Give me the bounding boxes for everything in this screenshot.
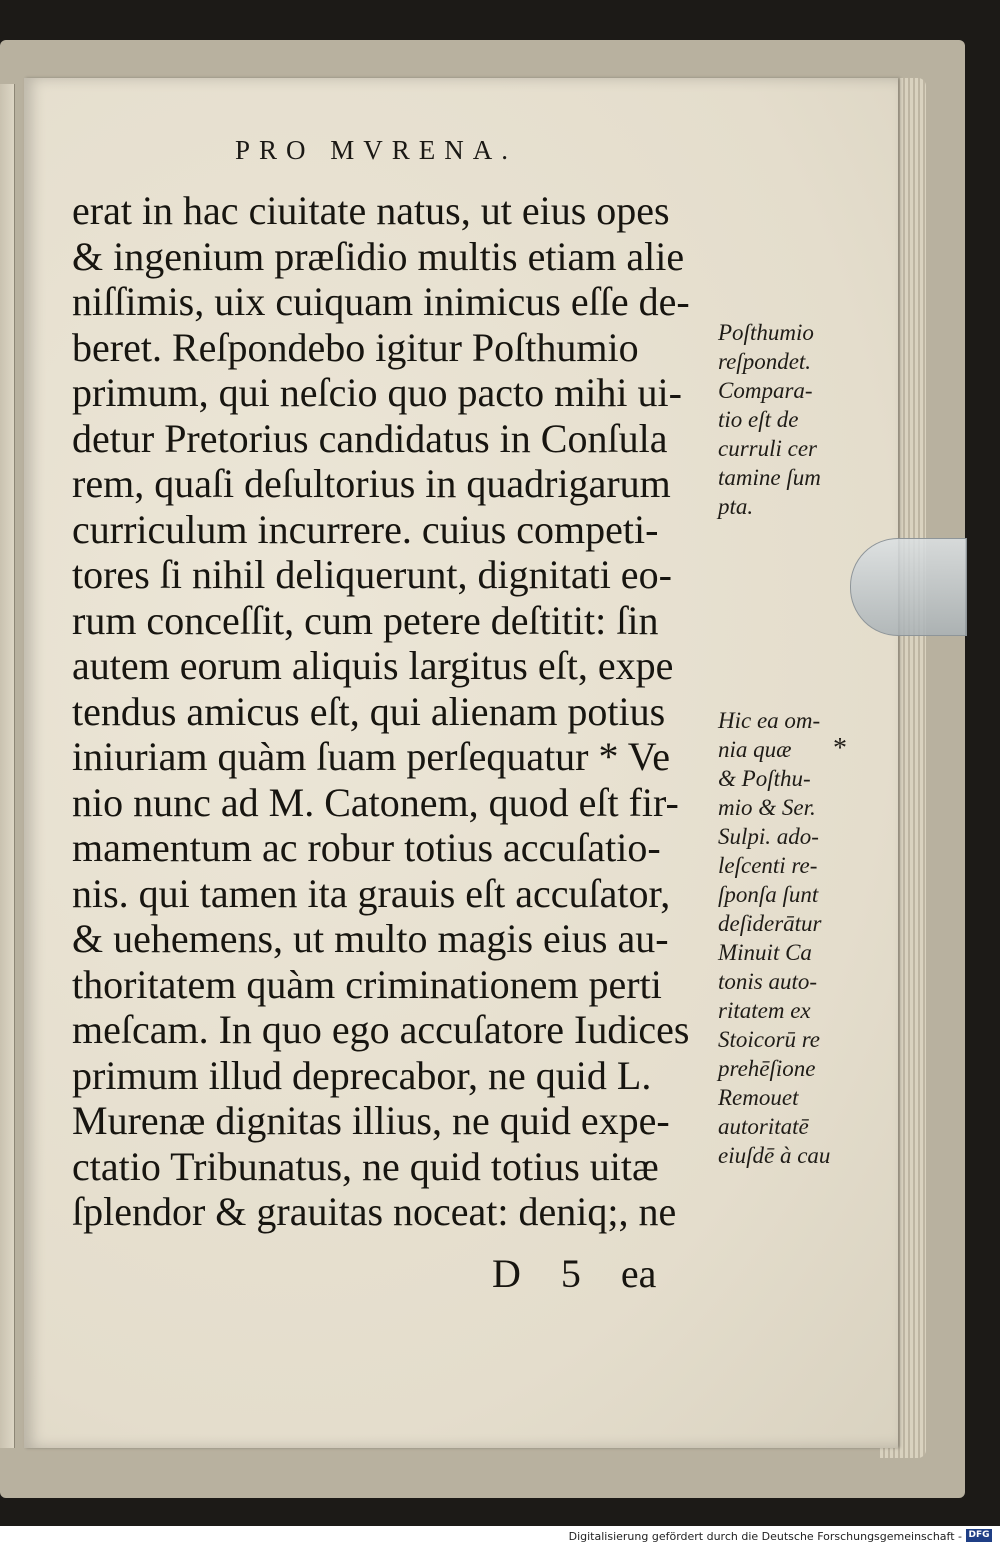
footer-credit: Digitalisierung gefördert durch die Deutsche Forschungsgemeinschaft - (568, 1530, 962, 1543)
text-line: autem eorum aliquis largitus eſt, expe (72, 643, 674, 688)
margin-note-line: & Poſthu- (718, 766, 811, 791)
text-line: thoritatem quàm criminationem perti (72, 961, 662, 1007)
text-line: curriculum incurrere. cuius competi- (72, 506, 659, 552)
text-line: nio nunc ad M. Catonem, quod eſt fir- (72, 779, 679, 825)
text-line: primum, qui neſcio quo pacto mihi ui- (72, 370, 682, 415)
margin-note-line: Sulpi. ado- (718, 824, 819, 849)
margin-note-line: tio eſt de (718, 407, 799, 432)
text-line: erat in hac ciuitate natus, ut eius opes (72, 188, 670, 233)
text-line: nis. qui tamen ita grauis eſt accuſator, (72, 870, 671, 916)
text-line: iniuriam quàm ſuam perſequatur * Ve (72, 734, 670, 779)
margin-note-line: reſpondet. (718, 349, 812, 374)
text-line: & ingenium præſidio multis etiam alie (72, 233, 685, 279)
margin-note-line: autoritatē (718, 1114, 809, 1139)
margin-asterisk: * (833, 733, 847, 764)
text-line: ſplendor & grauitas noceat: deniq;, ne (72, 1189, 677, 1234)
text-line: Murenæ dignitas illius, ne quid expe- (72, 1098, 670, 1143)
margin-note-line: leſcenti re- (718, 853, 818, 878)
catchword: D 5 ea (492, 1251, 657, 1296)
margin-note-line: ſponſa ſunt (718, 882, 819, 907)
margin-note-line: Minuit Ca (718, 940, 812, 965)
margin-note-line: tonis auto- (718, 969, 818, 994)
margin-note-line: Stoicorū re (718, 1027, 820, 1052)
margin-note-line: tamine ſum (718, 465, 821, 490)
margin-note-line: nia quæ (718, 737, 792, 762)
margin-note-line: pta. (718, 494, 754, 519)
running-head: PRO MVRENA. (235, 135, 518, 165)
text-line: niſſimis, uix cuiquam inimicus eſſe de- (72, 279, 690, 324)
margin-note-line: mio & Ser. (718, 795, 816, 820)
margin-note-line: prehēſione (718, 1056, 816, 1081)
text-line: meſcam. In quo ego accuſatore Iudices (72, 1007, 690, 1052)
margin-note-line: curruli cer (718, 436, 818, 461)
text-line: tores ſi nihil deliquerunt, dignitati eo- (72, 552, 672, 597)
margin-note-line: Hic ea om- (718, 708, 821, 733)
text-line: primum illud deprecabor, ne quid L. (72, 1052, 652, 1098)
margin-note-line: ritatem ex (718, 998, 811, 1023)
text-line: mamentum ac robur totius accuſatio- (72, 825, 661, 870)
margin-note-line: Poſthumio (718, 320, 814, 345)
margin-note-line: Compara- (718, 378, 813, 403)
text-line: beret. Reſpondebo igitur Poſthumio (72, 324, 639, 370)
margin-note-block (718, 706, 858, 1170)
text-line: ctatio Tribunatus, ne quid totius uitæ (72, 1143, 659, 1189)
text-line: rem, quaſi deſultorius in quadrigarum (72, 461, 671, 506)
margin-note-line: deſiderātur (718, 911, 822, 936)
text-line: detur Pretorius candidatus in Conſula (72, 415, 668, 461)
main-text (72, 188, 732, 1235)
text-line: rum conceſſit, cum petere deſtitit: ſin (72, 597, 659, 643)
dfg-logo: DFG (966, 1529, 992, 1542)
page-clip (850, 538, 967, 636)
text-line: tendus amicus eſt, qui alienam potius (72, 688, 666, 734)
left-page-edge (0, 84, 15, 1448)
margin-note-line: eiuſdē à cau (718, 1143, 831, 1168)
margin-note-block (718, 318, 858, 521)
text-line: & uehemens, ut multo magis eius au- (72, 916, 669, 961)
margin-note-line: Remouet (718, 1085, 799, 1110)
